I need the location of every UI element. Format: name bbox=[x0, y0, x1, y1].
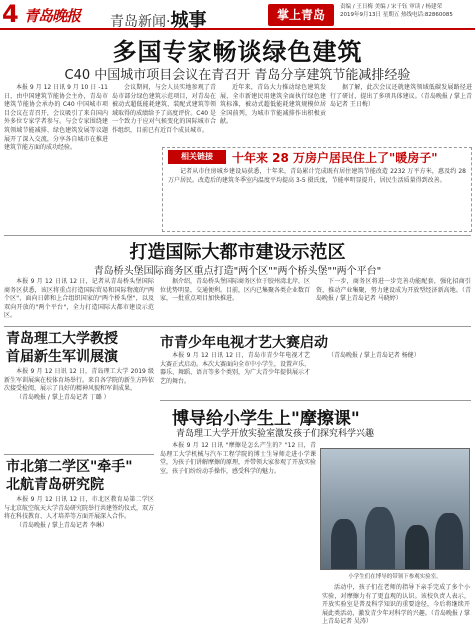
app-logo: 掌上青岛 bbox=[268, 4, 334, 26]
article6-col-1 bbox=[160, 442, 316, 616]
article6-headline: 博导给小学生上"摩擦课" bbox=[172, 409, 360, 429]
article3-headline bbox=[6, 330, 118, 366]
meta-editors: 责编 / 王日梅 美编 / 宋千钰 审读 / 杨建荣 bbox=[340, 4, 443, 10]
article3-title-line1: 青岛理工大学教授 bbox=[6, 331, 118, 347]
main-article-text: 会议期间，与会人员实地参观了青岛市部分绿色建筑示范项目，对青岛在被动式超低能耗建筑、装配式建筑等领域取得的成绩给予了高度评价。C40 是一个致力于应对气候变化的国际城市合作组织，目前已有近百个成员城市。 bbox=[112, 84, 216, 134]
divider bbox=[160, 400, 471, 401]
main-article-sidebar bbox=[330, 84, 472, 144]
sidebar-text: 据了解，此次会议还就建筑领域低碳发展路径进行了研讨，提出了多项具体建议。（青岛晚报 / 掌上青岛记者 王日梅） bbox=[330, 84, 472, 109]
article4-credit: （青岛晚报 / 掌上青岛记者 李琳） bbox=[16, 521, 108, 529]
article2-text: 本报 9 月 12 日讯 12 日，记者从青岛桥头堡国际商务区获悉，该区将重点打造国际贸易和国际物流的"两个区"，面向日韩和上合组织国家的"两个桥头堡"，以及双向开放的"两个平台"，全力打造国际大都市建设示范区。 bbox=[4, 278, 154, 320]
article4-body bbox=[4, 496, 154, 616]
divider bbox=[4, 454, 154, 455]
article3-text: 本报 9 月 12 日讯 12 日，青岛理工大学 2019 级新生军训展演在校体育场举行。来自各学院的新生方阵依次接受检阅，展示了良好的精神风貌和军训成果。 bbox=[4, 368, 155, 393]
main-article-text: 近年来，青岛大力推动绿色建筑发展，全市新建民用建筑全面执行绿色建筑标准，被动式超低能耗建筑规模位居全国前列，为城市节能减排作出积极贡献。 bbox=[220, 84, 326, 126]
article3-credit: （青岛晚报 / 掌上青岛记者 丁璐 ） bbox=[16, 393, 110, 401]
main-headline: 多国专家畅谈绿色建筑 bbox=[112, 38, 363, 66]
related-tag: 相关链接 bbox=[168, 150, 226, 164]
photo-caption: 小学生们在博导的带领下参观实验室。 bbox=[348, 574, 442, 580]
photo-figure bbox=[331, 519, 357, 569]
photo-figure bbox=[365, 507, 395, 569]
page-number: 4 bbox=[2, 0, 19, 28]
related-text: 记者从市住房城乡建设局获悉，十年来，青岛累计完成既有居住建筑节能改造 2232 万平方米，惠及约 28 万户居民。改造后的建筑冬季室内温度平均提高 3-5 摄氏度，节能率明显提升，居民生活质量得到改善。 bbox=[168, 168, 466, 184]
section-title bbox=[110, 6, 206, 32]
article6-col-2 bbox=[322, 584, 470, 626]
article3-title-line2: 首届新生军训展演 bbox=[6, 349, 118, 365]
main-article-col-2 bbox=[112, 84, 216, 144]
divider bbox=[4, 235, 471, 236]
article2-text: 下一步，商务区将进一步完善功能配套，强化招商引资，推动产业集聚，努力建设成为开放型经济新高地。（青岛晚报 / 掌上青岛记者 马晓婷） bbox=[316, 278, 471, 303]
article2-text: 据介绍，青岛桥头堡国际商务区位于胶州湾北岸，区位优势明显，交通便利。目前，区内已集聚各类企业数百家，一批重点项目加快推进。 bbox=[160, 278, 311, 303]
photo-figure bbox=[435, 513, 463, 569]
article4-title-line1: 市北第二学区"牵手" bbox=[6, 459, 133, 475]
photo-figure bbox=[405, 525, 429, 569]
meta-date: 2019年9月13日 星期五 热线电话:82860085 bbox=[340, 12, 453, 18]
related-title: 十年来 28 万房户居民住上了"暖房子" bbox=[232, 151, 438, 165]
section-prefix: 青岛新闻· bbox=[110, 14, 171, 30]
article4-text: 本报 9 月 12 日讯 12 日，市北区教育局第二学区与北京航空航天大学青岛研究院举行共建签约仪式，双方将在科技教育、人才培养等方面开展深入合作。 bbox=[4, 496, 155, 521]
article3-body bbox=[4, 368, 154, 452]
article2-col-3 bbox=[316, 278, 471, 324]
main-article-col-3 bbox=[220, 84, 326, 144]
article5-headline: 市青少年电视才艺大赛启动 bbox=[160, 335, 328, 351]
main-subheadline: C40 中国城市项目会议在青召开 青岛分享建筑节能减排经验 bbox=[64, 68, 411, 83]
article2-headline: 打造国际大都市建设示范区 bbox=[129, 242, 346, 263]
related-body bbox=[168, 168, 466, 228]
article2-col-1 bbox=[4, 278, 154, 324]
article6-text: 本报 9 月 12 日讯 "摩擦是怎么产生的？"12 日，青岛理工大学机械与汽车工程学院的博士生导师走进小学课堂，为孩子们讲解摩擦的原理，并带领大家参观了开放实验室，孩子们纷纷动手操作，感受科学的魅力。 bbox=[160, 442, 317, 475]
main-article-text: 本报 9 月 12 日讯 9 月 10 日 -11 日，由中国建筑节能协会主办，青岛市建筑节能协会承办的 C40 中国城市项目会议在青召开，会议吸引了来自国内外多位专家学者参与。与会专家围绕建筑领域节能减排、绿色建筑发展等议题展开了深入交流，分享各自城市在推进建筑节能方面的成功经验。 bbox=[4, 84, 108, 152]
article5-credit: （青岛晚报 / 掌上青岛记者 杨健） bbox=[328, 352, 420, 359]
masthead-meta bbox=[340, 3, 453, 19]
article4-title-line2: 北航青岛研究院 bbox=[6, 477, 104, 493]
article2-subheadline: 青岛桥头堡国际商务区重点打造"两个区""两个桥头堡""两个平台" bbox=[93, 266, 382, 277]
article5-col-1 bbox=[160, 352, 310, 398]
main-article-col-1 bbox=[4, 84, 108, 234]
news-photo bbox=[320, 448, 470, 570]
article5-col-2 bbox=[316, 352, 471, 398]
masthead bbox=[0, 0, 475, 30]
divider bbox=[4, 326, 471, 327]
article4-headline bbox=[6, 458, 133, 494]
article2-col-2 bbox=[160, 278, 310, 324]
brand-logo: 青岛晚报 bbox=[24, 7, 81, 25]
article5-text: 本报 9 月 12 日讯 12 日，青岛市青少年电视才艺大赛正式启动。本次大赛面向全市中小学生，设置声乐、器乐、舞蹈、语言等多个类别，为广大青少年提供展示才艺的舞台。 bbox=[160, 352, 311, 385]
article6-text: 活动中，孩子们在老师的指导下亲手完成了多个小实验，对摩擦力有了更直观的认识。该校负责人表示，开放实验室是普及科学知识的重要途径，今后将继续开展此类活动，激发青少年对科学的兴趣。（青岛晚报 / 掌上青岛记者 吴涛） bbox=[322, 584, 470, 626]
article6-subheadline: 青岛理工大学开放实验室激发孩子们探究科学兴趣 bbox=[176, 429, 375, 439]
section-name: 城事 bbox=[170, 10, 207, 31]
